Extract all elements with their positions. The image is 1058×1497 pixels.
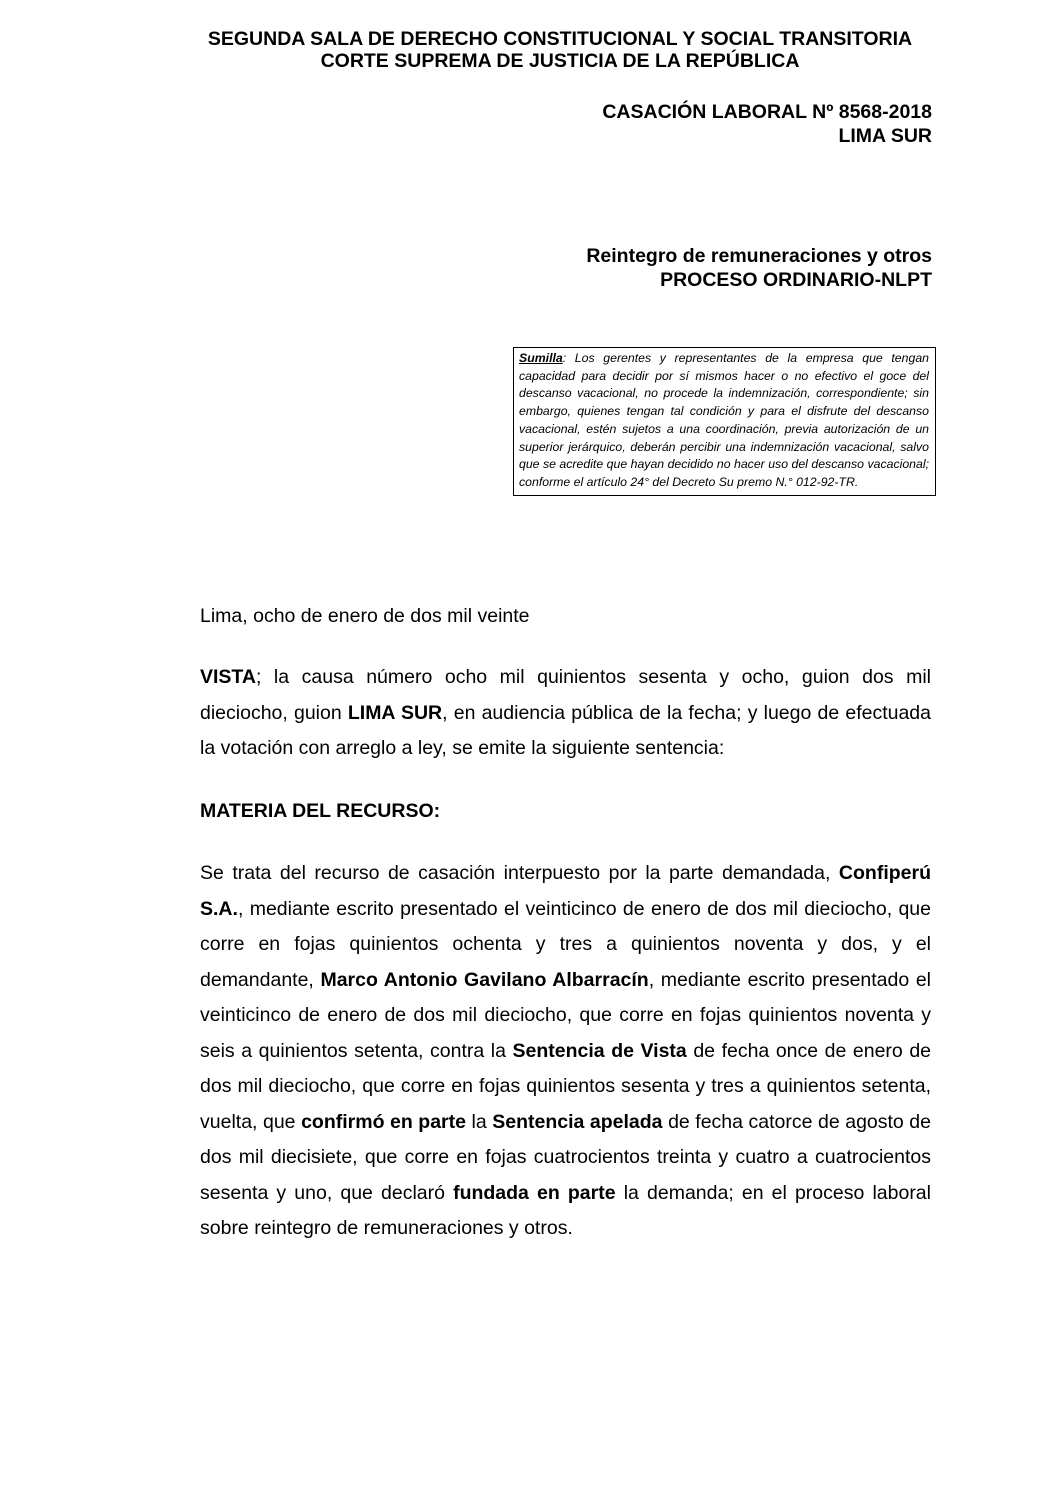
ruling-outcome: confirmó en parte	[301, 1110, 466, 1133]
section-heading: MATERIA DEL RECURSO:	[200, 800, 441, 822]
sumilla-text: : Los gerentes y representantes de la empresa que tengan capacidad para decidir por sí mismos hacer o no efectivo el goce del descanso vacacional, no procede la indemnización, correspondiente; sin embargo, quienes tengan tal condición y para el disfrute del descanso vacacional, estén sujetos a una coordinación, previa autorización de un superior jerárquico, deberán percibir una indemnización vacacional, salvo que se acredite que hayan decidido no hacer uso del descanso vacacional; conforme el artículo 24° del Decreto Su premo N.° 012-92-TR.	[519, 351, 929, 489]
case-venue: LIMA SUR	[838, 125, 932, 147]
plaintiff-name: Marco Antonio Gavilano Albarracín	[320, 968, 649, 991]
vista-text-end: , en audiencia pública de la fecha; y luego de efectuada la votación con arreglo a ley, se emite la siguiente sentencia:	[200, 701, 931, 759]
ruling-reference: Sentencia de Vista	[512, 1039, 687, 1062]
recurso-text: la	[466, 1110, 493, 1133]
recurso-paragraph	[200, 856, 931, 1247]
court-name: CORTE SUPREMA DE JUSTICIA DE LA REPÚBLICA	[320, 50, 800, 72]
recurso-text: Se trata del recurso de casación interpuesto por la parte demandada,	[200, 862, 839, 884]
vista-label: VISTA	[200, 666, 256, 688]
recurso-text: , mediante escrito presentado el veinticinco de enero de dos mil dieciocho, que corre en fojas quinientos noventa y seis a quinientos setenta, contra la	[200, 968, 931, 1062]
process-type: PROCESO ORDINARIO-NLPT	[660, 269, 932, 291]
recurso-text: , mediante escrito presentado el veinticinco de enero de dos mil dieciocho, que corre en fojas quinientos ochenta y tres a quinientos noventa y dos, y el demandante,	[200, 897, 931, 991]
ruling-result: fundada en parte	[453, 1181, 616, 1204]
process-subject: Reintegro de remuneraciones y otros	[586, 245, 932, 267]
sumilla-label: Sumilla	[519, 351, 563, 365]
case-reference	[602, 100, 932, 148]
process-reference	[586, 244, 932, 292]
appealed-ruling: Sentencia apelada	[492, 1110, 663, 1133]
court-header	[150, 28, 970, 72]
vista-venue: LIMA SUR	[347, 701, 443, 724]
vista-paragraph	[200, 660, 931, 767]
court-chamber: SEGUNDA SALA DE DERECHO CONSTITUCIONAL Y SOCIAL TRANSITORIA	[207, 28, 913, 50]
sumilla-box	[513, 347, 936, 496]
recurso-text: la demanda; en el proceso laboral sobre reintegro de remuneraciones y otros.	[200, 1181, 931, 1239]
defendant-name: Confiperú S.A.	[200, 862, 931, 920]
recurso-text: de fecha once de enero de dos mil dieciocho, que corre en fojas quinientos sesenta y tres a quinientos setenta, vuelta, que	[200, 1039, 932, 1133]
case-number: CASACIÓN LABORAL Nº 8568-2018	[602, 101, 932, 123]
date-line: Lima, ocho de enero de dos mil veinte	[200, 605, 530, 627]
recurso-text: de fecha catorce de agosto de dos mil diecisiete, que corre en fojas cuatrocientos treinta y cuatro a cuatrocientos sesenta y uno, que declaró	[200, 1110, 931, 1204]
vista-text: ; la causa número ocho mil quinientos sesenta y ocho, guion dos mil dieciocho, guion	[200, 666, 931, 724]
